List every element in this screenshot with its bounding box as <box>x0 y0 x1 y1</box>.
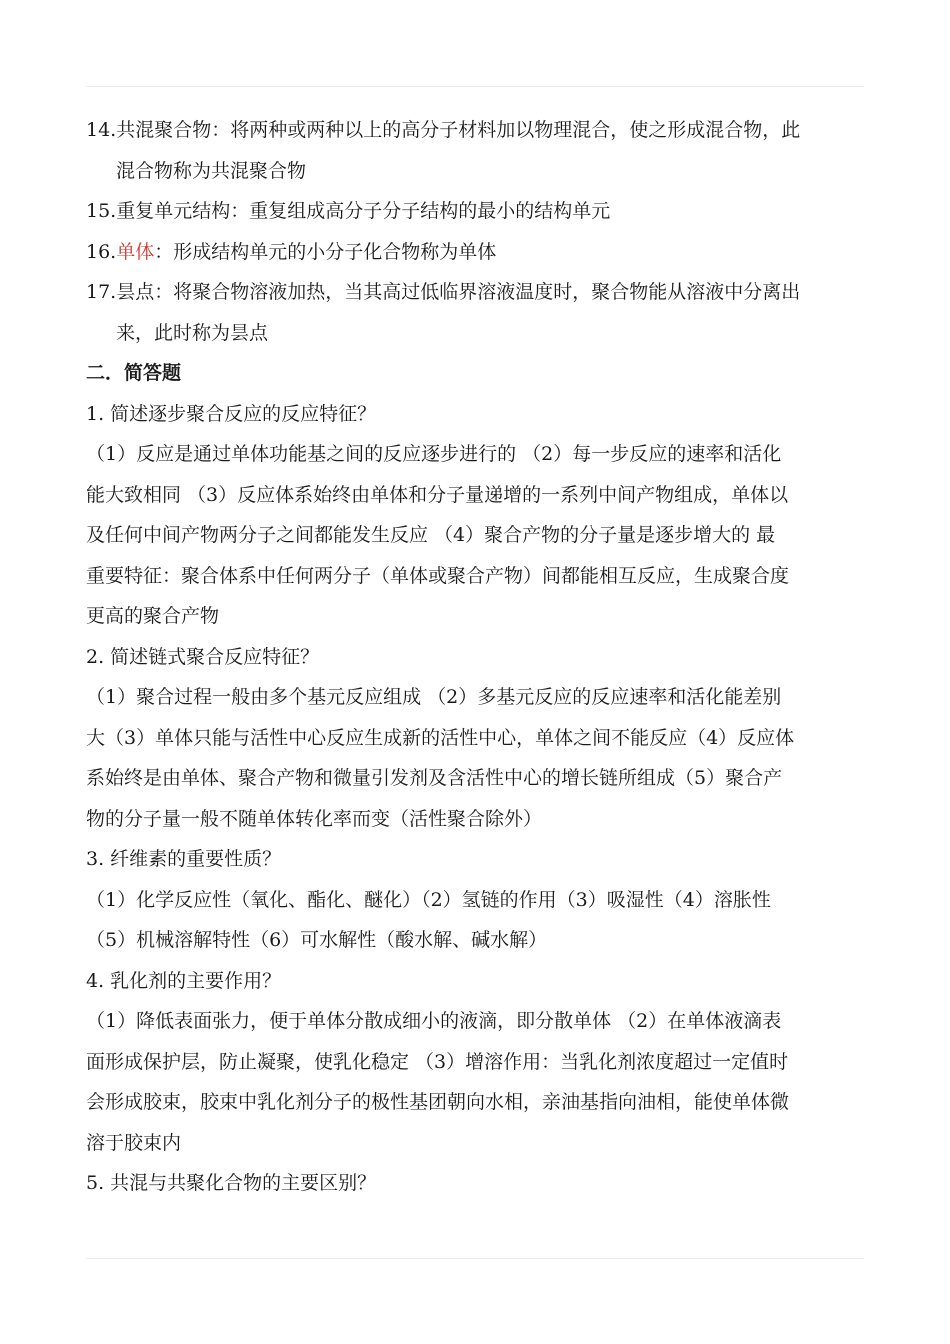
answer-4-line-2: 面形成保护层，防止凝聚，使乳化稳定 （3）增溶作用：当乳化剂浓度超过一定值时 <box>86 1050 789 1073</box>
question-4: 4. 乳化剂的主要作用？ <box>86 969 282 992</box>
definition-16: 16.单体：形成结构单元的小分子化合物称为单体 <box>86 240 497 263</box>
header-rule <box>86 86 864 87</box>
answer-4-line-3: 会形成胶束，胶束中乳化剂分子的极性基团朝向水相，亲油基指向油相，能使单体微 <box>86 1091 790 1113</box>
question-2: 2. 简述链式聚合反应特征？ <box>86 645 320 668</box>
answer-3-line-1: （1）化学反应性（氧化、酯化、醚化）（2）氢链的作用（3）吸湿性（4）溶胀性 <box>86 888 771 911</box>
definition-15: 15.重复单元结构：重复组成高分子分子结构的最小的结构单元 <box>86 200 611 222</box>
answer-2-line-2: 大（3）单体只能与活性中心反应生成新的活性中心，单体之间不能反应（4）反应体 <box>86 726 795 749</box>
answer-1-line-5: 更高的聚合产物 <box>86 605 220 627</box>
answer-1-line-4: 重要特征：聚合体系中任何两分子（单体或聚合产物）间都能相互反应，生成聚合度 <box>86 564 790 587</box>
section-heading: 二．简答题 <box>86 362 182 384</box>
definition-17-line-1: 17.昙点：将聚合物溶液加热，当其高过低临界溶液温度时，聚合物能从溶液中分离出 <box>86 281 801 303</box>
definition-14-line-2: 混合物称为共混聚合物 <box>116 159 307 182</box>
answer-3-line-2: （5）机械溶解特性（6）可水解性（酸水解、碱水解） <box>86 929 548 951</box>
question-3: 3. 纤维素的重要性质？ <box>86 848 282 870</box>
answer-2-line-4: 物的分子量一般不随单体转化率而变（活性聚合除外） <box>86 807 543 830</box>
question-5: 5. 共混与共聚化合物的主要区别？ <box>86 1172 377 1194</box>
question-1: 1. 简述逐步聚合反应的反应特征？ <box>86 402 377 425</box>
answer-4-line-4: 溶于胶束内 <box>86 1131 182 1154</box>
answer-1-line-2: 能大致相同 （3）反应体系始终由单体和分子量递增的一系列中间产物组成，单体以 <box>86 483 789 506</box>
definition-17-line-2: 来，此时称为昙点 <box>116 321 269 344</box>
answer-2-line-1: （1）聚合过程一般由多个基元反应组成 （2）多基元反应的反应速率和活化能差别 <box>86 686 782 708</box>
highlighted-term: 单体 <box>116 240 155 263</box>
answer-1-line-1: （1）反应是通过单体功能基之间的反应逐步进行的 （2）每一步反应的速率和活化 <box>86 443 782 465</box>
footer-rule <box>86 1258 864 1259</box>
definition-14-line-1: 14.共混聚合物：将两种或两种以上的高分子材料加以物理混合，使之形成混合物，此 <box>86 119 801 141</box>
answer-4-line-1: （1）降低表面张力，便于单体分散成细小的液滴，即分散单体 （2）在单体液滴表 <box>86 1010 782 1032</box>
answer-2-line-3: 系始终是由单体、聚合产物和微量引发剂及含活性中心的增长链所组成（5）聚合产 <box>86 767 783 789</box>
document-body <box>86 110 864 1204</box>
answer-1-line-3: 及任何中间产物两分子之间都能发生反应 （4）聚合产物的分子量是逐步增大的 最 <box>86 524 776 546</box>
